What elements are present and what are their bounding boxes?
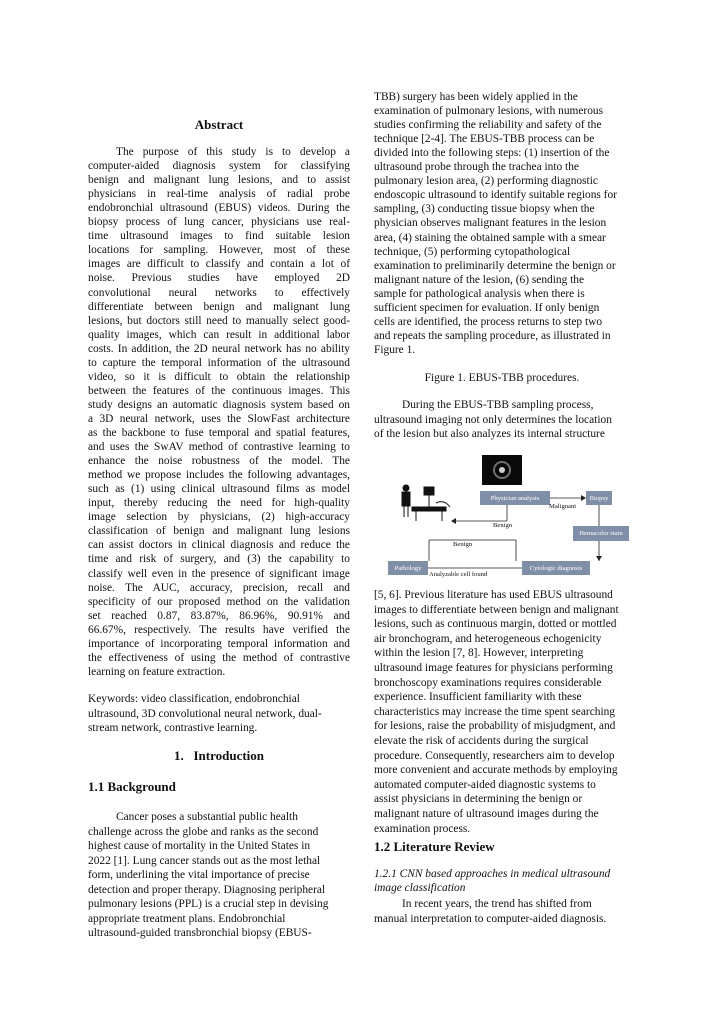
abstract-line: time ultrasound images to find suitable lesion xyxy=(88,230,350,243)
abstract-line: importance of incorporating temporal information and xyxy=(88,637,350,650)
body-line: automated computer-aided diagnostic systems to xyxy=(374,778,596,791)
abstract-line: learning on feature extraction. xyxy=(88,665,226,678)
background-line: appropriate treatment plans. Endobronchial xyxy=(88,912,286,925)
subsection-heading-cont: image classification xyxy=(374,882,466,894)
body-line: within the lesion [7, 8]. However, interpreting xyxy=(374,647,584,660)
background-line: 2022 [1]. Lung cancer stands out as the most lethal xyxy=(88,854,321,867)
body-line: ultrasound imaging not only determines the location xyxy=(374,413,612,426)
body-line: divided into the following steps: (1) insertion of the xyxy=(374,147,610,160)
body-line: TBB) surgery has been widely applied in the xyxy=(374,91,578,103)
abstract-line: endobronchial ultrasound (EBUS) videos. During the xyxy=(88,202,350,215)
abstract-line: The purpose of this study is to develop a xyxy=(116,146,350,158)
physician-icon xyxy=(402,485,450,521)
abstract-line: physicians in real-time analysis of radial probe xyxy=(88,188,350,201)
body-line: sufficient specimen for evaluation. If only benign xyxy=(374,301,600,314)
keywords-line: Keywords: video classification, endobronchial xyxy=(88,693,300,705)
background-line: challenge across the globe and ranks as the second xyxy=(88,825,319,838)
body-line: assist physicians in determining the benign or xyxy=(374,793,583,806)
abstract-line: enhance the noise robustness of the model. The xyxy=(88,455,350,468)
abstract-line: classification of benign and malignant lung lesions xyxy=(88,525,350,538)
body-line: ultrasound probe through the trachea into the xyxy=(374,161,579,174)
ultrasound-image xyxy=(482,455,522,485)
abstract-line: noise. Previous studies have employed 2D xyxy=(88,272,350,285)
abstract-line: method we propose includes the following advantages, xyxy=(88,469,350,482)
abstract-line: can assist doctors in clinical diagnosis and reduce the xyxy=(88,539,350,552)
abstract-line: differentiate between benign and malignant lung xyxy=(88,300,350,313)
label-benign-1: Benign xyxy=(493,522,513,529)
abstract-line: such as (1) using clinical ultrasound films as model xyxy=(88,483,350,496)
abstract-heading: Abstract xyxy=(194,117,244,132)
abstract-line: the effectiveness of using the method of contrastive xyxy=(88,651,350,664)
body-line: area, (4) staining the obtained sample with a smear xyxy=(374,231,606,244)
abstract-line: lesions, but doctors still need to manually select good- xyxy=(88,314,350,327)
keywords-line: ultrasound, 3D convolutional neural network, dual- xyxy=(88,707,322,720)
body-line: examination of pulmonary lesions, with numerous xyxy=(374,105,604,118)
abstract-line: to capture the temporal information of the ultrasound xyxy=(88,356,350,369)
abstract-line: as the backbone to fuse temporal and spatial features, xyxy=(88,427,350,439)
body-line: and repeats the sampling procedure, as illustrated in xyxy=(374,329,611,342)
literature-line: In recent years, the trend has shifted from xyxy=(402,898,592,910)
body-line: characteristics may increase the time spent searching xyxy=(374,705,615,718)
body-line: pulmonary lesion area, (2) performing diagnostic xyxy=(374,175,598,188)
introduction-number: 1. xyxy=(173,748,184,763)
body-line: procedure. Consequently, researchers aim to develop xyxy=(374,749,615,762)
box-pathology: Pathology xyxy=(388,561,428,575)
box-hemacolor-stain: Hemacolor stain xyxy=(573,526,629,541)
body-line: more convenient and accurate methods by employing xyxy=(374,764,618,777)
body-line: examination to preliminarily determine the benign or xyxy=(374,259,616,272)
body-line: [5, 6]. Previous literature has used EBUS ultrasound xyxy=(374,589,613,601)
body-line: ultrasound image features for physicians performing xyxy=(374,662,613,674)
figure-caption: Figure 1. EBUS-TBB procedures. xyxy=(424,372,580,384)
background-line: pulmonary lesions (PPL) is a crucial step in devising xyxy=(88,898,329,910)
body-line: elevate the risk of accidents during the surgical xyxy=(374,735,589,747)
box-physician-analysis: Physician analysis xyxy=(480,491,550,505)
body-line: air bronchogram, and heterogeneous echogenicity xyxy=(374,632,602,645)
abstract-line: classify well even in the presence of significant image xyxy=(88,567,350,580)
abstract-line: 66.67%, respectively. The results have verified the xyxy=(88,623,350,636)
abstract-line: convolutional neural networks to effectively xyxy=(88,286,350,299)
abstract-line: quality images, which can result in additional labor xyxy=(88,328,350,341)
background-line: detection and proper therapy. Diagnosing peripheral xyxy=(88,883,326,896)
literature-heading: 1.2 Literature Review xyxy=(374,839,495,854)
body-line: experience. Insufficient familiarity with these xyxy=(374,691,582,704)
introduction-heading xyxy=(88,748,350,764)
background-heading: 1.1 Background xyxy=(88,779,176,794)
background-line: form, underlining the vital importance of precise xyxy=(88,869,310,881)
abstract-line: biopsy process of lung cancer, physicians use real- xyxy=(88,216,350,229)
body-line: endoscopic ultrasound to identify suitable regions for xyxy=(374,189,617,202)
label-malignant: Malignant xyxy=(549,503,577,510)
body-line: studies confirming the reliability and safety of the xyxy=(374,119,602,132)
figure-ebus-tbb xyxy=(374,455,630,587)
body-line: examination process. xyxy=(374,822,471,835)
background-line: ultrasound-guided transbronchial biopsy (EBUS- xyxy=(88,927,312,939)
label-analyzable-cell: Analyzable cell found xyxy=(429,571,488,578)
body-line: technique [2-4]. The EBUS-TBB process can be xyxy=(374,133,595,146)
body-line: malignant nature of ultrasound images during the xyxy=(374,808,599,820)
body-line: of the lesion but also analyzes its internal structure xyxy=(374,428,605,440)
body-line: sample for pathological analysis when there is xyxy=(374,287,585,300)
introduction-title: Introduction xyxy=(193,748,265,763)
abstract-line: specificity of our proposed method on the validation xyxy=(88,595,350,608)
keywords-line: stream network, contrastive learning. xyxy=(88,722,258,734)
body-line: technique, (5) performing cytopathological xyxy=(374,245,571,258)
body-line: sampling, (3) conducting tissue biopsy when the xyxy=(374,203,595,216)
body-line: images to differentiate between benign and malignant xyxy=(374,603,619,616)
abstract-line: and uses the SwAV method of contrastive learning to xyxy=(88,441,350,454)
subsection-heading: 1.2.1 CNN based approaches in medical ultrasound xyxy=(374,868,611,880)
abstract-line: locations for sampling. However, most of these xyxy=(88,244,350,257)
abstract-line: noise. The AUC, accuracy, precision, recall and xyxy=(88,581,350,594)
abstract-line: computer-aided diagnosis system for classifying xyxy=(88,160,350,173)
abstract-line: costs. In addition, the 2D neural network has no ability xyxy=(88,342,350,355)
body-line: Figure 1. xyxy=(374,343,416,356)
abstract-line: input, thereby reducing the need for high-quality xyxy=(88,497,350,510)
abstract-line: video, so it is difficult to obtain the relationship xyxy=(88,370,350,383)
literature-line: manual interpretation to computer-aided diagnosis. xyxy=(374,912,607,925)
label-benign-2: Benign xyxy=(453,541,473,548)
abstract-line: set reached 0.87, 83.87%, 86.96%, 90.91% and xyxy=(88,609,350,622)
ultrasound-ring-icon xyxy=(491,459,513,481)
box-biopsy: Biopsy xyxy=(586,491,612,505)
abstract-line: benign and malignant lung lesions, and to assist xyxy=(88,174,350,187)
abstract-line: time and risk of surgery, and (3) the capability to xyxy=(88,553,350,566)
abstract-line: a 3D neural network, uses the SlowFast architecture xyxy=(88,412,350,425)
body-line: bronchoscopy examinations requires considerable xyxy=(374,676,602,689)
abstract-line: study designs an automatic diagnosis system based on xyxy=(88,398,350,411)
body-line: lesions, such as continuous margin, dotted or mottled xyxy=(374,618,617,631)
abstract-line: images are difficult to classify and contain a lot of xyxy=(88,258,350,271)
background-line: Cancer poses a substantial public health xyxy=(116,811,298,823)
abstract-line: image selection by physicians, (2) high-accuracy xyxy=(88,511,350,524)
abstract-line: between the features of the continuous images. This xyxy=(88,384,350,397)
box-cytologic-diagnosis: Cytologic diagnosis xyxy=(522,561,590,575)
background-line: highest cause of mortality in the United States in xyxy=(88,840,311,852)
body-line: During the EBUS-TBB sampling process, xyxy=(402,399,594,411)
body-line: cells are identified, the process returns to step two xyxy=(374,315,603,328)
body-line: physician observes malignant features in the lesion xyxy=(374,217,607,230)
body-line: for lesions, raise the probability of misjudgment, and xyxy=(374,720,616,733)
body-line: malignant nature of the lesion, (6) sending the xyxy=(374,273,585,286)
